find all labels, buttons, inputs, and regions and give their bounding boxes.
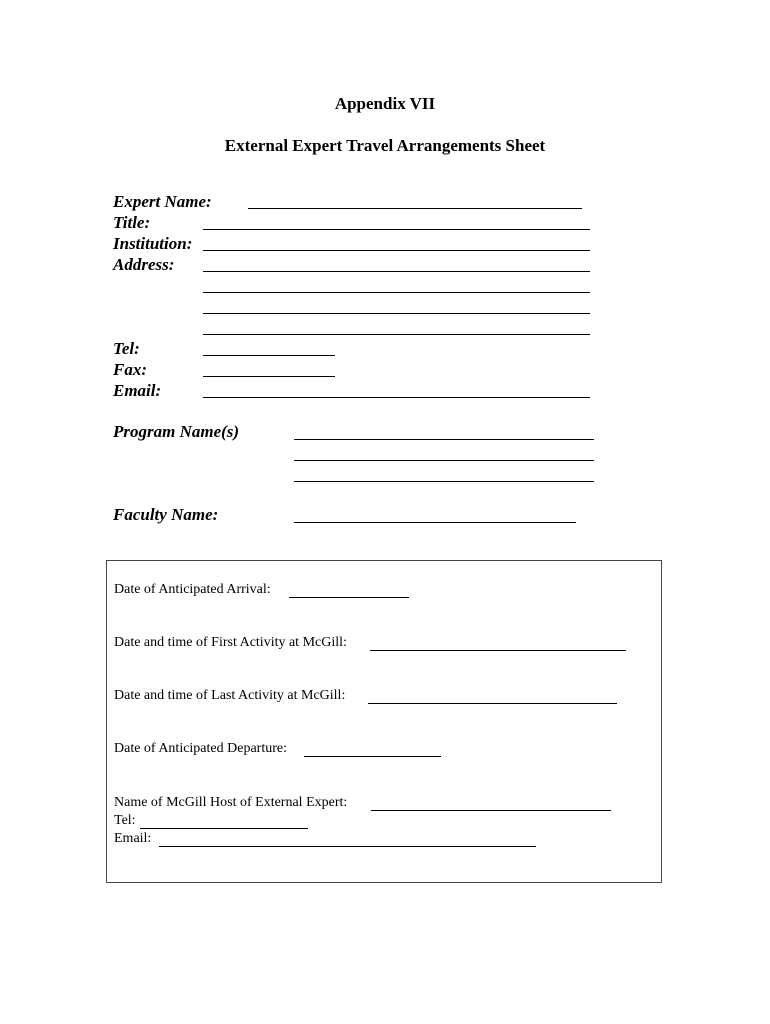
travel-arrangements-box	[106, 560, 662, 883]
institution-label: Institution:	[113, 234, 193, 253]
title-field[interactable]	[203, 229, 590, 230]
host-email-field[interactable]	[159, 846, 536, 847]
address-field-line-1[interactable]	[203, 271, 590, 272]
tel-field[interactable]	[203, 355, 335, 356]
address-field-line-3[interactable]	[203, 313, 590, 314]
email-label: Email:	[113, 381, 162, 400]
institution-field[interactable]	[203, 250, 590, 251]
host-name-label: Name of McGill Host of External Expert:	[114, 795, 348, 810]
address-field-line-2[interactable]	[203, 292, 590, 293]
departure-field[interactable]	[304, 756, 441, 757]
fax-field[interactable]	[203, 376, 335, 377]
last-activity-field[interactable]	[368, 703, 617, 704]
appendix-label: Appendix VII	[334, 94, 436, 113]
fax-label: Fax:	[113, 360, 147, 379]
last-activity-label: Date and time of Last Activity at McGill:	[114, 688, 346, 703]
sheet-title: External Expert Travel Arrangements Sheet	[224, 136, 546, 155]
first-activity-label: Date and time of First Activity at McGill:	[114, 635, 347, 650]
email-field[interactable]	[203, 397, 590, 398]
host-name-field[interactable]	[371, 810, 611, 811]
expert-name-label: Expert Name:	[113, 192, 212, 211]
faculty-name-label: Faculty Name:	[113, 505, 219, 524]
program-name-field-line-2[interactable]	[294, 460, 594, 461]
faculty-name-field[interactable]	[294, 522, 576, 523]
title-label: Title:	[113, 213, 151, 232]
host-tel-field[interactable]	[140, 828, 308, 829]
expert-name-field[interactable]	[248, 208, 582, 209]
program-name-field-line-1[interactable]	[294, 439, 594, 440]
tel-label: Tel:	[113, 339, 140, 358]
address-label: Address:	[113, 255, 175, 274]
program-name-field-line-3[interactable]	[294, 481, 594, 482]
first-activity-field[interactable]	[370, 650, 626, 651]
program-name-label: Program Name(s)	[113, 422, 240, 441]
departure-label: Date of Anticipated Departure:	[114, 741, 287, 756]
host-email-label: Email:	[114, 831, 152, 846]
arrival-field[interactable]	[289, 597, 409, 598]
arrival-label: Date of Anticipated Arrival:	[114, 582, 271, 597]
address-field-line-4[interactable]	[203, 334, 590, 335]
host-tel-label: Tel:	[114, 813, 136, 828]
